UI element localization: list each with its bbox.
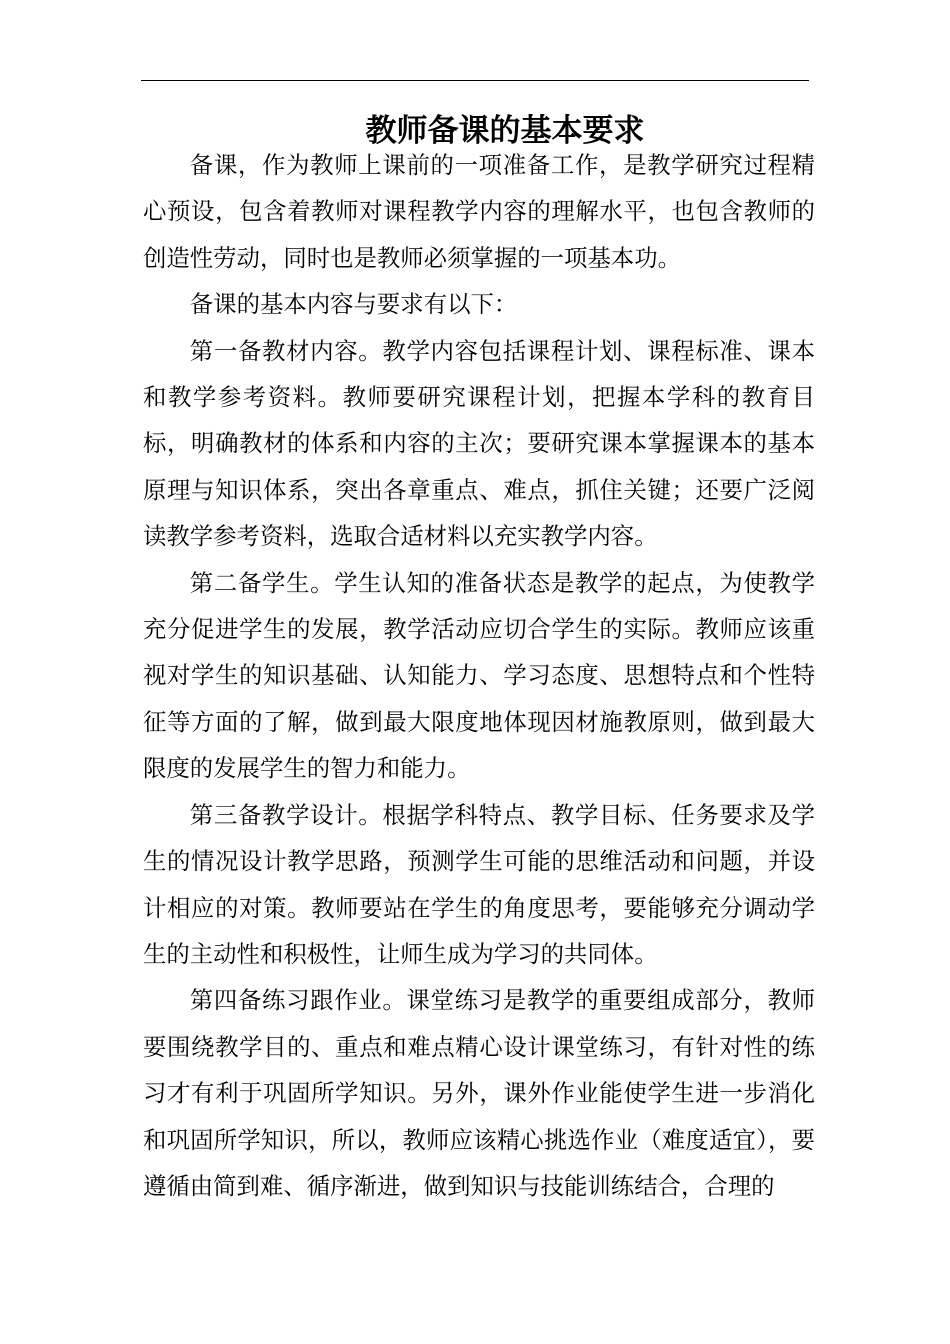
paragraph-intro: 备课，作为教师上课前的一项准备工作，是教学研究过程精心预设，包含着教师对课程教学内容的理解水平，也包含教师的创造性劳动，同时也是教师必须掌握的一项基本功。	[143, 151, 815, 272]
paragraph-textbook: 第一备教材内容。教学内容包括课程计划、课程标准、课本和教学参考资料。教师要研究课程计划，把握本学科的教育目标，明确教材的体系和内容的主次；要研究课本掌握课本的基本原理与知识体系，突出各章重点、难点，抓住关键；还要广泛阅读教学参考资料，选取合适材料以充实教学内容。	[143, 336, 815, 551]
paragraph-exercises: 第四备练习跟作业。课堂练习是教学的重要组成部分，教师要围绕教学目的、重点和难点精心设计课堂练习，有针对性的练习才有利于巩固所学知识。另外，课外作业能使学生进一步消化和巩固所学知识，所以，教师应该精心挑选作业（难度适宜），要遵循由简到难、循序渐进，做到知识与技能训练结合，合理的	[143, 986, 815, 1200]
document-title: 教师备课的基本要求	[365, 112, 645, 149]
paragraph-students: 第二备学生。学生认知的准备状态是教学的起点，为使教学充分促进学生的发展，教学活动应切合学生的实际。教师应该重视对学生的知识基础、认知能力、学习态度、思想特点和个性特征等方面的了解，做到最大限度地体现因材施教原则，做到最大限度的发展学生的智力和能力。	[143, 568, 815, 783]
paragraph-teaching-design: 第三备教学设计。根据学科特点、教学目标、任务要求及学生的情况设计教学思路，预测学生可能的思维活动和问题，并设计相应的对策。教师要站在学生的角度思考，要能够充分调动学生的主动性和积极性，让师生成为学习的共同体。	[143, 800, 815, 968]
document-body	[143, 142, 815, 1209]
header-rule	[141, 80, 809, 81]
paragraph-content-requirements: 备课的基本内容与要求有以下：	[189, 290, 518, 319]
